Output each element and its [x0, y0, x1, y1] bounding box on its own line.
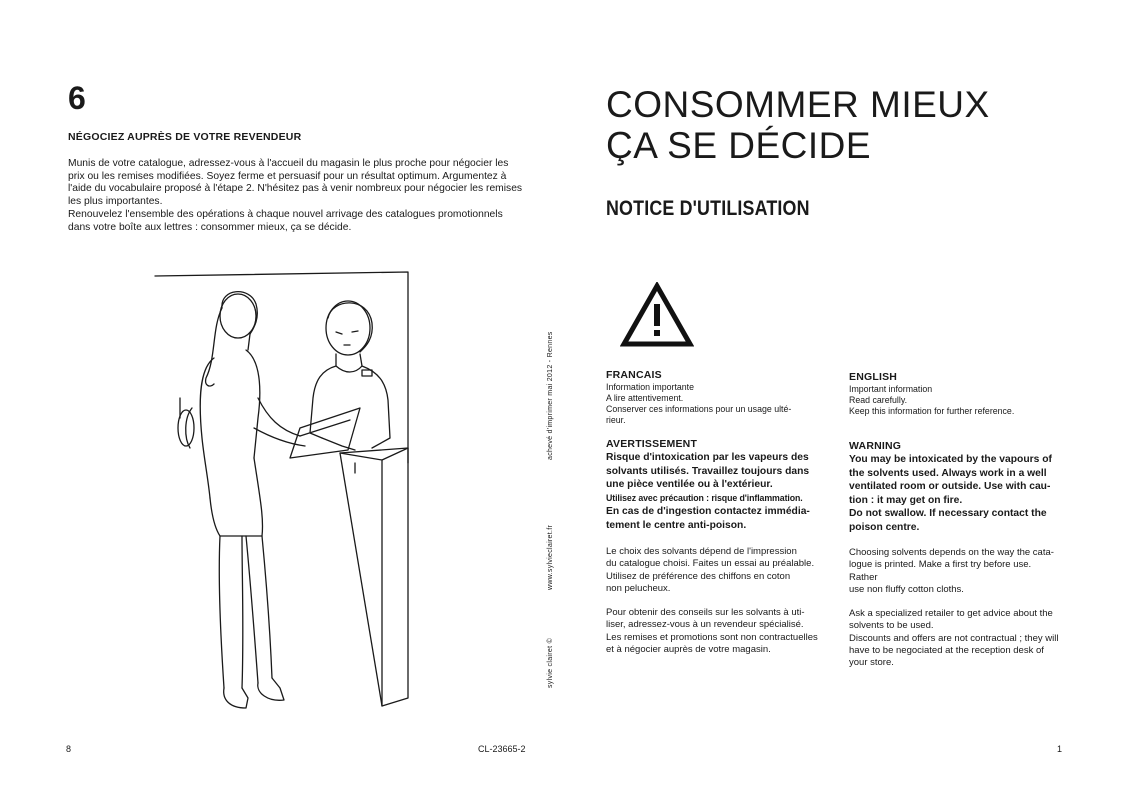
- notice-subtitle: NOTICE D'UTILISATION: [606, 197, 810, 220]
- step-number: 6: [68, 80, 86, 116]
- french-paragraph-1: [606, 546, 818, 595]
- warning-line: Do not swallow. If necessary contact the: [849, 508, 1047, 519]
- paragraph-line: solvents to be used.: [849, 620, 934, 632]
- paragraph-line: et à négocier auprès de votre magasin.: [606, 644, 771, 656]
- english-paragraph-2: [849, 608, 1061, 669]
- paragraph-line: du catalogue choisi. Faites un essai au préalable.: [606, 558, 815, 570]
- english-heading: ENGLISH: [849, 371, 898, 383]
- right-page-number: 1: [1057, 744, 1063, 754]
- step-paragraph: Munis de votre catalogue, adressez-vous à l'accueil du magasin le plus proche pour négocier les prix ou les remises modifiées. Soyez ferme et persuasif pour un résultat optimum. Argumentez à l'aide du vocabulaire proposé à l'étape 2. N'hésitez pas à venir nombreux pour négocier les remises les plus importantes.: [68, 158, 523, 208]
- warning-line: ventilated room or outside. Use with cau-: [849, 481, 1051, 492]
- paragraph-line: Le choix des solvants dépend de l'impression: [606, 546, 797, 557]
- warning-line: tement le centre anti-poison.: [606, 519, 747, 531]
- english-paragraph-1: [849, 547, 1061, 596]
- french-info: [606, 382, 818, 426]
- french-paragraph-2: [606, 607, 818, 656]
- french-warning-heading: AVERTISSEMENT: [606, 438, 698, 450]
- info-line: Important information: [849, 384, 933, 394]
- paragraph-line: logue is printed. Make a first try before use. Rather: [849, 559, 1032, 583]
- warning-line: the solvents used. Always work in a well: [849, 467, 1047, 479]
- shop-counter-illustration: [150, 268, 415, 723]
- main-title: [606, 84, 990, 166]
- main-title-line: CONSOMMER MIEUX: [606, 84, 990, 125]
- warning-line: tion : it may get on fire.: [849, 494, 963, 506]
- english-warning-text: [849, 453, 1061, 534]
- paragraph-line: Utilisez de préférence des chiffons en coton: [606, 570, 791, 582]
- document-reference: CL-23665-2: [478, 744, 526, 754]
- main-title-line: ÇA SE DÉCIDE: [606, 125, 872, 166]
- step-body: [68, 158, 526, 234]
- warning-line: une pièce ventilée ou à l'extérieur.: [606, 479, 773, 490]
- french-warning-text: [606, 451, 818, 532]
- warning-line: Risque d'intoxication par les vapeurs des: [606, 452, 809, 463]
- english-warning-heading: WARNING: [849, 440, 902, 452]
- info-line: Information importante: [606, 382, 695, 392]
- left-page-number: 8: [66, 744, 72, 754]
- paragraph-line: non pelucheux.: [606, 582, 671, 594]
- warning-line: You may be intoxicated by the vapours of: [849, 454, 1052, 465]
- paragraph-line: Ask a specialized retailer to get advice about the: [849, 608, 1053, 620]
- warning-triangle-icon: [620, 282, 694, 348]
- paragraph-line: use non fluffy cotton cloths.: [849, 583, 964, 595]
- paragraph-line: your store.: [849, 657, 894, 669]
- info-line: rieur.: [606, 415, 626, 425]
- warning-line: poison centre.: [849, 521, 920, 533]
- paragraph-line: Discounts and offers are not contractual ; they will: [849, 632, 1059, 644]
- info-line: Keep this information for further reference.: [849, 406, 1015, 416]
- info-line: Read carefully.: [849, 395, 908, 405]
- info-line: Conserver ces informations pour un usage ulté-: [606, 404, 792, 414]
- paragraph-line: have to be negociated at the reception desk of: [849, 645, 1044, 657]
- french-column: [606, 369, 818, 656]
- copyright-credit: sylvie clairet ©: [547, 637, 554, 688]
- english-column: [849, 371, 1061, 670]
- paragraph-line: Pour obtenir des conseils sur les solvants à uti-: [606, 607, 805, 619]
- french-heading: FRANCAIS: [606, 369, 662, 381]
- warning-line: En cas de d'ingestion contactez immédia-: [606, 506, 810, 517]
- paragraph-line: liser, adressez-vous à un revendeur spécialisé.: [606, 619, 804, 631]
- paragraph-line: Les remises et promotions sont non contractuelles: [606, 631, 818, 643]
- print-credit: achevé d'imprimer mai 2012 - Rennes: [547, 331, 554, 460]
- website-credit: www.sylvieclairet.fr: [547, 524, 554, 590]
- caution-line: Utilisez avec précaution : risque d'inflammation.: [606, 492, 803, 503]
- info-line: A lire attentivement.: [606, 393, 684, 403]
- step-paragraph: Renouvelez l'ensemble des opérations à chaque nouvel arrivage des catalogues promotionnels dans votre boîte aux lettres : consommer mieux, ça se décide.: [68, 208, 503, 233]
- paragraph-line: Choosing solvents depends on the way the cata-: [849, 547, 1054, 558]
- warning-line: solvants utilisés. Travaillez toujours dans: [606, 465, 810, 477]
- step-title: NÉGOCIEZ AUPRÈS DE VOTRE REVENDEUR: [68, 131, 302, 143]
- english-info: [849, 384, 1061, 417]
